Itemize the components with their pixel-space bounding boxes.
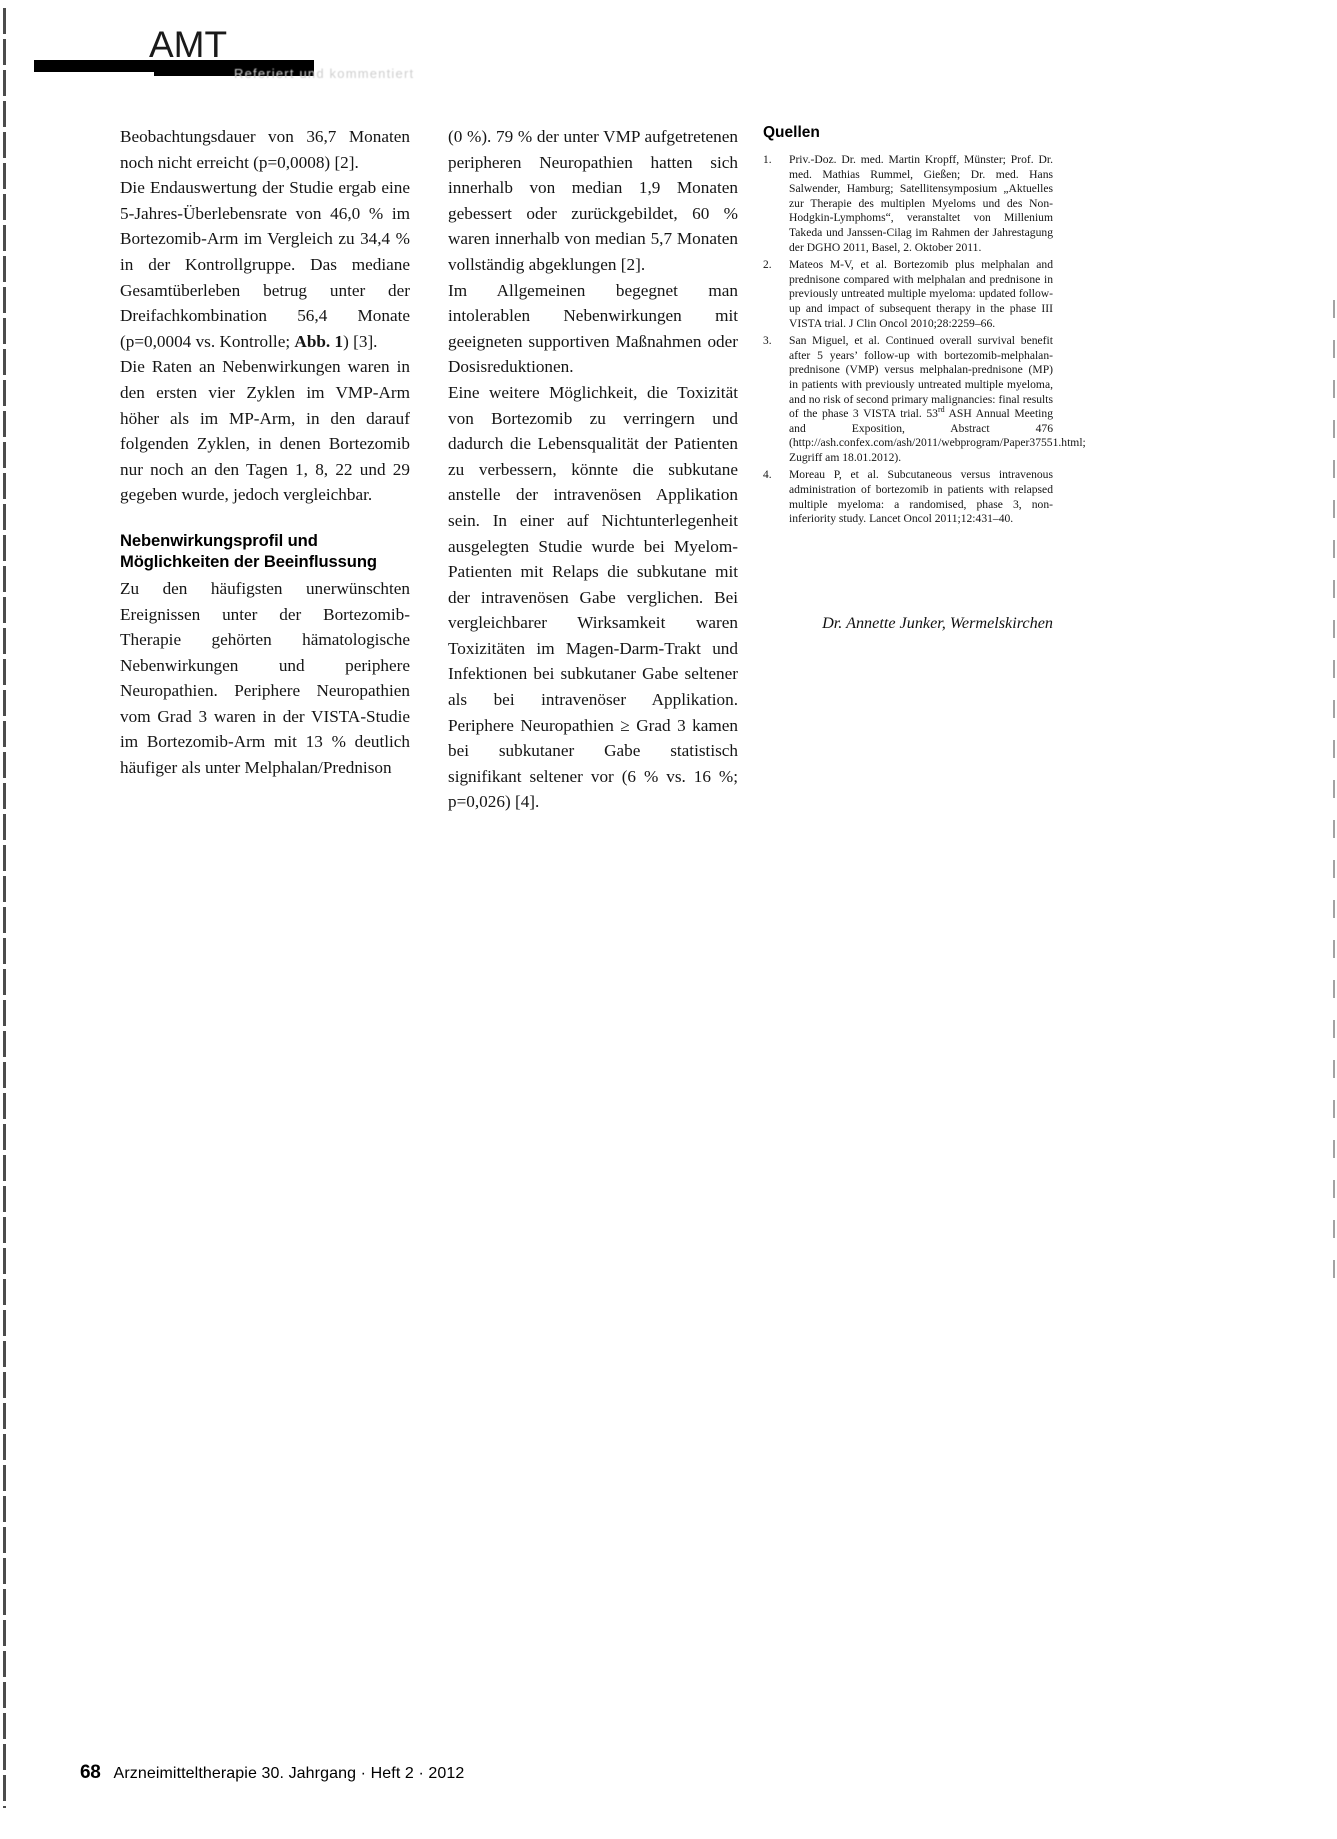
- column-two: [448, 124, 738, 815]
- column-three: [763, 124, 1086, 633]
- masthead: [34, 24, 514, 88]
- section-heading-line-1: Nebenwirkungsprofil und: [120, 530, 318, 550]
- scan-artifact-right-edge: [1333, 300, 1335, 1280]
- paragraph: Im Allgemeinen begegnet man intolerablen Nebenwirkungen mit geeigneten supportiven Maßnahmen oder Dosisreduktionen.: [448, 280, 738, 377]
- column-two-body: [448, 124, 738, 815]
- masthead-title: AMT: [149, 24, 228, 65]
- paragraph-text: Die Endauswertung der Studie ergab eine 5-Jahres-Überlebensrate von 46,0 % im Bortezomib-Arm im Vergleich zu 34,4 % in der Kontrollgruppe. Das mediane Gesamtüberleben betrug unter der Dreifachkombination 56,4 Monate (p=0,0004 vs. Kontrolle;: [120, 178, 410, 351]
- section-heading-line-2: Möglichkeiten der Beeinflussung: [120, 551, 377, 571]
- figure-reference: Abb. 1: [294, 331, 344, 351]
- column-one: [120, 124, 410, 781]
- journal-imprint: Arzneimitteltherapie 30. Jahrgang · Heft 2 · 2012: [113, 1765, 465, 1782]
- references-list: [763, 153, 1086, 527]
- references-heading: Quellen: [763, 124, 820, 141]
- paragraph: Zu den häufigsten unerwünschten Ereignissen unter der Bortezomib-Therapie gehörten hämatologische Nebenwirkungen und periphere Neuropathien. Periphere Neuropathien vom Grad 3 waren in der VISTA-Studie im Bortezomib-Arm mit 13 % deutlich häufiger als unter Melphalan/Prednison: [120, 578, 410, 778]
- section-heading: [120, 530, 410, 572]
- paragraph: Beobachtungsdauer von 36,7 Monaten noch nicht erreicht (p=0,0008) [2].: [120, 127, 410, 172]
- paragraph: (0 %). 79 % der unter VMP aufgetretenen peripheren Neuropathien hatten sich innerhalb von median 1,9 Monaten gebessert oder zurückgebildet, 60 % waren innerhalb von median 5,7 Monaten vollständig abgeklungen [2].: [448, 127, 738, 274]
- column-one-body: [120, 124, 410, 781]
- masthead-rule: [34, 60, 154, 72]
- paragraph: Eine weitere Möglichkeit, die Toxizität von Bortezomib zu verringern und dadurch die Lebensqualität der Patienten zu verbessern, könnte die subkutane anstelle der intravenösen Applikation sein. In einer auf Nichtunterlegenheit ausgelegten Studie wurde bei Myelom-Patienten mit Relaps die subkutane mit der intravenösen Gabe verglichen. Bei vergleichbarer Wirksamkeit waren Toxizitäten im Magen-Darm-Trakt und Infektionen bei subkutaner Gabe seltener als bei intravenöser Applikation. Periphere Neuropathien ≥ Grad 3 kamen bei subkutaner Gabe statistisch signifikant seltener vor (6 % vs. 16 %; p=0,026) [4].: [448, 382, 738, 812]
- list-item: Moreau P, et al. Subcutaneous versus intravenous administration of bortezomib in patients with relapsed multiple myeloma: a randomised, phase 3, non-inferiority study. Lancet Oncol 2011;12:431–40.: [789, 468, 1053, 526]
- list-item: San Miguel, et al. Continued overall survival benefit after 5 years’ follow-up with bortezomib-melphalan-prednisone (VMP) versus melphalan-prednisone (MP) in patients with previously untreated multiple myeloma, and no risk of second primary malignancies: final results of the phase 3 VISTA trial. 53rd ASH Annual Meeting and Exposition, Abstract 476 (http://ash.confex.com/ash/2011/webprogram/Paper37551.html; Zugriff am 18.01.2012).: [789, 334, 1086, 464]
- paragraph-tail: ) [3].: [343, 331, 378, 351]
- list-item: Priv.-Doz. Dr. med. Martin Kropff, Münster; Prof. Dr. med. Mathias Rummel, Gießen; Dr. med. Hans Salwender, Hamburg; Satellitensymposium „Aktuelles zur Therapie des multiplen Myeloms und des Non-Hodgkin-Lymphoms“, veranstaltet von Millenium Takeda und Janssen-Cilag im Rahmen der Jahrestagung der DGHO 2011, Basel, 2. Oktober 2011.: [789, 153, 1053, 254]
- paragraph: [120, 175, 410, 354]
- masthead-subtitle: Referiert und kommentiert: [234, 66, 415, 81]
- list-item: Mateos M-V, et al. Bortezomib plus melphalan and prednisone compared with melphalan and prednisone in previously untreated multiple myeloma: updated follow-up and impact of subsequent therapy in the phase III VISTA trial. J Clin Oncol 2010;28:2259–66.: [789, 258, 1053, 330]
- author-byline: Dr. Annette Junker, Wermelskirchen: [822, 613, 1053, 632]
- page-footer: [80, 1762, 464, 1784]
- page-number: 68: [80, 1762, 101, 1783]
- paragraph: Die Raten an Nebenwirkungen waren in den ersten vier Zyklen im VMP-Arm höher als im MP-Arm, in den darauf folgenden Zyklen, in denen Bortezomib nur noch an den Tagen 1, 8, 22 und 29 gegeben wurde, jedoch vergleichbar.: [120, 357, 410, 505]
- scan-artifact-left-edge: [3, 8, 6, 1808]
